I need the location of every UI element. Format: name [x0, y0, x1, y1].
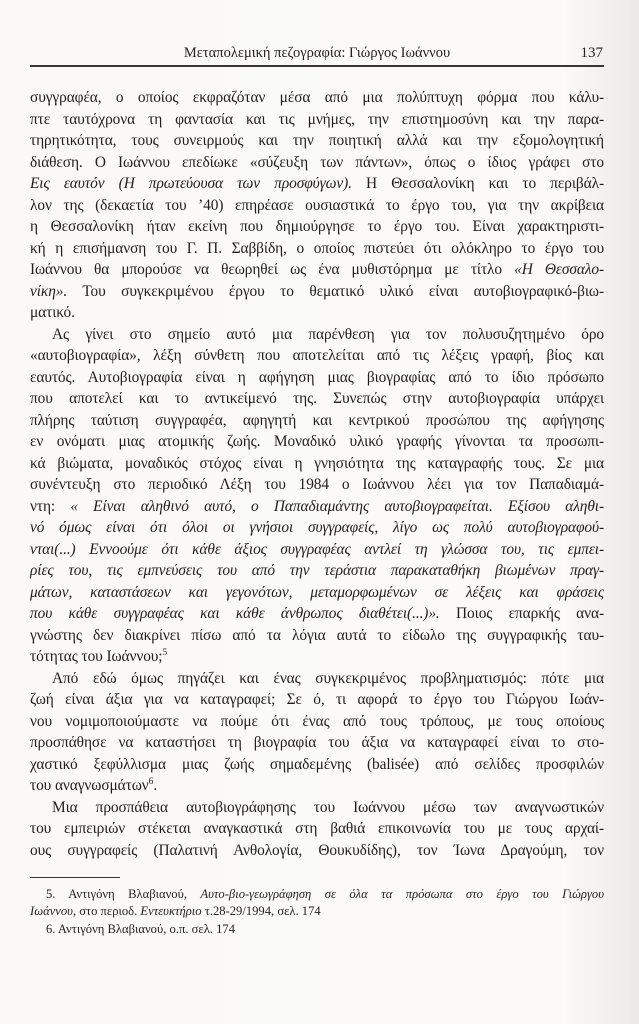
- text-run: Ποιος επαρκής ανα-: [439, 605, 604, 622]
- text-run: Ιωάννου θα μπορούσε να θεωρηθεί ως ένα μυθιστόρημα με τίτλο: [30, 261, 515, 278]
- text-line: [30, 560, 604, 582]
- text-line: [30, 818, 604, 840]
- text-line: [30, 496, 604, 518]
- text-line: [30, 625, 604, 647]
- text-run: που αποτελεί και το αντικείμενό της. Συνεπώς στην αυτοβιογραφία υπάρχει: [30, 390, 604, 407]
- text-run: μάτων, καταστάσεων και γεγονότων, μεταμορφωμένων σε λέξεις και φράσεις: [30, 583, 604, 601]
- footnote-separator-rule: [30, 877, 120, 878]
- text-run: ους συγγραφείς (Παλατινή Ανθολογία, Θουκυδίδης), τον Ίωνα Δραγούμη, τον: [30, 841, 604, 859]
- text-run: νου νομιμοποιούμαστε να πούμε ότι ένας από τους τρόπους, με τους οποίους: [30, 712, 604, 730]
- text-run: του αναγνωσμάτων: [30, 777, 149, 794]
- text-line: [30, 130, 604, 152]
- footnote-entry: [30, 921, 604, 938]
- text-line: [30, 302, 604, 324]
- text-run: νίκη».: [30, 282, 68, 300]
- text-line: [30, 689, 604, 711]
- text-run: ρίες του, τις εμπνεύσεις του από την τεράστια παρακαταθήκη βιωμένων πραγ-: [30, 562, 604, 579]
- text-line: [30, 195, 604, 217]
- footnote-marker: 6: [148, 777, 154, 787]
- text-run: γνώστης δεν διακρίνει πίσω από τα λόγια αυτά το είδωλο της συγγραφικής ταυ-: [30, 626, 604, 644]
- text-run: Ιωάννου: [30, 904, 73, 919]
- text-run: κά βιώματα, μοναδικός στόχος είναι η γνησιότητα της καταγραφής τους. Σε μια: [30, 454, 604, 472]
- body-paragraph: [30, 87, 604, 324]
- text-run: προσπάθησε να καταστήσει τη βιογραφία του άξια να καταγραφεί είναι το στο-: [30, 734, 604, 751]
- text-run: πτε ταυτόχρονα τη φαντασία και τις μνήμες, την επιστημοσύνη και την παρα-: [30, 110, 604, 128]
- text-run: «αυτοβιογραφία», λέξη σύνθετη που αποτελείται από τις λέξεις γραφή, βίος και: [30, 347, 604, 364]
- text-run: ζωή είναι άξια για να καταγραφεί; Σε ό, τι αφορά το έργο του Γιώργου Ιωάν-: [30, 691, 604, 708]
- text-run: πλήρης ταύτιση συγγραφέα, αφηγητή και κεντρικού προσώπου της αφήγησης: [30, 411, 604, 429]
- text-run: Από εδώ όμως πηγάζει και ένας συγκεκριμένος προβληματισμός: πότε μια: [52, 669, 604, 687]
- body-paragraph: [30, 668, 604, 797]
- text-run: Του συγκεκριμένου έργου το θεματικό υλικό είναι αυτοβιογραφικό-βιω-: [67, 282, 604, 300]
- text-run: ματικό.: [30, 304, 75, 321]
- text-run: « Είναι αληθινό αυτό, ο Παπαδιαμάντης αυτοβιογραφείται. Εξίσου αληθι-: [70, 497, 604, 515]
- text-line: [30, 324, 604, 346]
- text-run: κή η επισήμανση του Γ. Π. Σαββίδη, ο οποίος πιστεύει ότι ολόκληρο το έργο του: [30, 239, 604, 257]
- text-line: [30, 259, 604, 281]
- text-line: [30, 453, 604, 475]
- text-run: που κάθε συγγραφέας και κάθε άνθρωπος διαθέτει(...)».: [30, 605, 440, 622]
- text-run: , στο περιοδ.: [72, 904, 141, 919]
- text-line: [30, 388, 604, 410]
- text-run: εαυτός. Αυτοβιογραφία είναι η αφήγηση μιας βιογραφίας από το ίδιο πρόσωπο: [30, 368, 604, 386]
- text-run: του εμπειριών στέκεται αναγκαστικά στη βαθιά επικοινωνία του με τους αρχαί-: [30, 820, 604, 837]
- text-line: [30, 410, 604, 432]
- text-run: συγγραφέα, ο οποίος εκφραζόταν μέσα από μια πολύπτυχη φόρμα που κάλυ-: [30, 89, 604, 106]
- text-line: [30, 711, 604, 733]
- text-line: [30, 797, 604, 819]
- text-run: ντη:: [30, 497, 71, 515]
- text-run: Η Θεσσαλονίκη και το περιβάλ-: [351, 175, 604, 192]
- text-run: νται(...) Εννοούμε ότι κάθε άξιος συγγραφέας αντλεί τη γλώσσα του, τις εμπει-: [30, 540, 604, 558]
- text-run: τότητας του Ιωάννου;: [30, 648, 163, 665]
- page-number: 137: [580, 45, 603, 61]
- text-run: λον της (δεκαετία του ’40) επηρέασε ουσιαστικά το έργο του, για την ακρίβεια: [30, 196, 604, 214]
- footnotes-block: [30, 886, 604, 938]
- text-line: [30, 603, 604, 625]
- running-head-title: Μεταπολεμική πεζογραφία: Γιώργος Ιωάννου: [183, 45, 451, 61]
- text-line: [30, 109, 604, 131]
- text-line: [30, 840, 604, 862]
- text-run: τηρητικότητα, τους συνειρμούς και την ποιητική αλλά και την εξομολογητική: [30, 132, 604, 149]
- text-line: [30, 754, 604, 776]
- text-line: [30, 238, 604, 260]
- body-paragraph: [30, 324, 604, 668]
- text-run: νό όμως είναι ότι όλοι οι γνήσιοι συγγραφείς, λίγο ως πολύ αυτοβιογραφού-: [30, 519, 604, 536]
- text-line: [30, 281, 604, 303]
- text-run: η Θεσσαλονίκη ήταν εκείνη που δημιούργησε το έργο του. Είναι χαρακτηριστι-: [30, 218, 604, 235]
- text-line: [30, 903, 604, 920]
- text-line: [30, 775, 604, 797]
- text-run: «Η Θεσσαλο-: [514, 261, 604, 278]
- text-line: [30, 921, 604, 938]
- text-line: [30, 539, 604, 561]
- text-line: [30, 517, 604, 539]
- text-run: 6. Αντιγόνη Βλαβιανού, ο.π. σελ. 174: [46, 921, 235, 936]
- text-line: [30, 431, 604, 453]
- footnote-marker: 5: [162, 648, 168, 658]
- text-line: [30, 886, 604, 903]
- text-run: χαστικό ξεφύλλισμα μιας ζωής σημαδεμένης (balisée) από σελίδες προσφιλών: [30, 755, 604, 773]
- text-line: [30, 173, 604, 195]
- text-run: Εντευκτήριο: [140, 904, 202, 919]
- text-line: [30, 216, 604, 238]
- running-head: [30, 44, 604, 67]
- text-line: [30, 582, 604, 604]
- text-line: [30, 646, 604, 668]
- body-paragraph: [30, 797, 604, 862]
- text-line: [30, 345, 604, 367]
- text-line: [30, 87, 604, 109]
- footnote-entry: [30, 886, 604, 921]
- text-run: διάθεση. Ο Ιωάννου επεδίωκε «σύζευξη των πάντων», όπως ο ίδιος γράφει στο: [30, 153, 604, 171]
- text-run: εν ονόματι μιας ατομικής ζωής. Μοναδικό υλικό γραφής γίνονται τα προσωπι-: [30, 433, 604, 450]
- text-line: [30, 668, 604, 690]
- body-text: [30, 87, 604, 861]
- text-run: .: [153, 777, 158, 794]
- text-run: Ας γίνει στο σημείο αυτό μια παρένθεση για τον πολυσυζητημένο όρο: [52, 325, 604, 343]
- text-line: [30, 152, 604, 174]
- text-run: Εις εαυτόν (Η πρωτεύουσα των προσφύγων).: [30, 175, 352, 192]
- text-line: [30, 474, 604, 496]
- text-run: 5. Αντιγόνη Βλαβιανού,: [46, 887, 201, 901]
- text-run: Μια προσπάθεια αυτοβιογράφησης του Ιωάννου μέσω των αναγνωστικών: [52, 798, 604, 816]
- text-run: τ.28-29/1994, σελ. 174: [201, 904, 321, 919]
- text-run: Αυτο-βιο-γεωγράφηση σε όλα τα πρόσωπα στο έργο του Γιώργου: [200, 887, 604, 901]
- text-line: [30, 732, 604, 754]
- text-line: [30, 367, 604, 389]
- text-run: συνέντευξη στο περιοδικό Λέξη του 1984 ο Ιωάννου λέει για τον Παπαδιαμά-: [30, 476, 604, 493]
